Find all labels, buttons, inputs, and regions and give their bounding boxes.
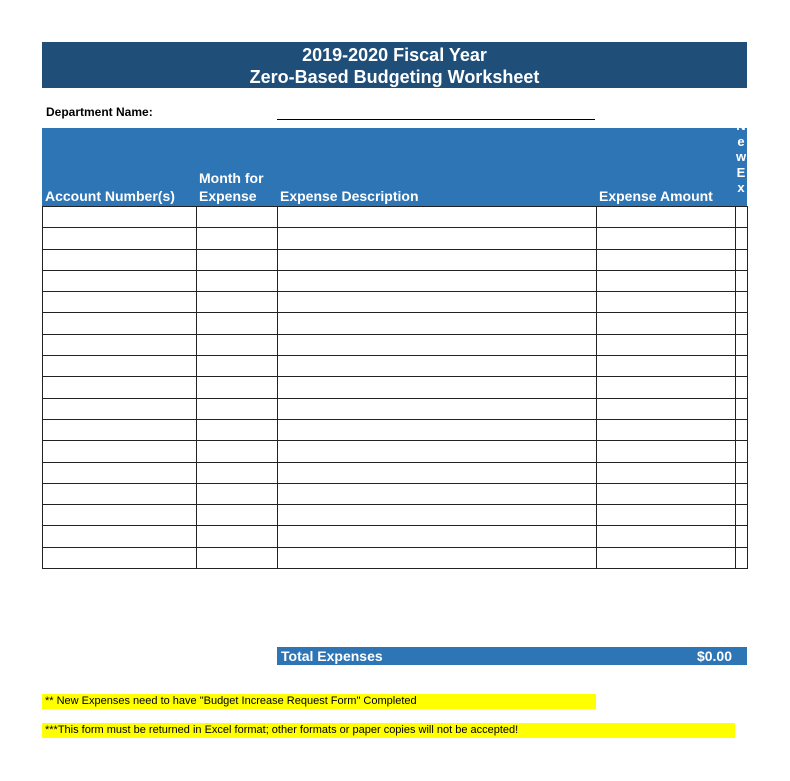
description-cell[interactable]: [278, 313, 597, 334]
month-cell[interactable]: [197, 419, 278, 440]
header-month-line1: Month for: [199, 170, 264, 186]
account-number-cell[interactable]: [43, 526, 197, 547]
account-number-cell[interactable]: [43, 441, 197, 462]
table-row: [43, 547, 748, 568]
new-expense-cell[interactable]: [736, 483, 748, 504]
account-number-cell[interactable]: [43, 207, 197, 228]
new-expense-cell[interactable]: [736, 249, 748, 270]
description-cell[interactable]: [278, 270, 597, 291]
new-expense-cell[interactable]: [736, 505, 748, 526]
description-cell[interactable]: [278, 398, 597, 419]
header-new-expense-char: x: [737, 180, 745, 195]
description-cell[interactable]: [278, 356, 597, 377]
amount-cell[interactable]: [597, 292, 736, 313]
table-row: [43, 526, 748, 547]
new-expense-cell[interactable]: [736, 207, 748, 228]
table-row: [43, 419, 748, 440]
account-number-cell[interactable]: [43, 419, 197, 440]
new-expense-cell[interactable]: [736, 419, 748, 440]
account-number-cell[interactable]: [43, 249, 197, 270]
account-number-cell[interactable]: [43, 313, 197, 334]
new-expense-cell[interactable]: [736, 398, 748, 419]
table-row: [43, 270, 748, 291]
new-expense-cell[interactable]: [736, 356, 748, 377]
new-expense-cell[interactable]: [736, 441, 748, 462]
amount-cell[interactable]: [597, 526, 736, 547]
account-number-cell[interactable]: [43, 356, 197, 377]
header-new-expense: [736, 118, 746, 204]
header-expense-description: Expense Description: [280, 188, 419, 204]
amount-cell[interactable]: [597, 505, 736, 526]
table-row: [43, 483, 748, 504]
month-cell[interactable]: [197, 207, 278, 228]
total-expenses-value: $0.00: [696, 648, 732, 664]
table-row: [43, 292, 748, 313]
title-banner: [42, 42, 747, 88]
amount-cell[interactable]: [597, 313, 736, 334]
table-header: [42, 118, 747, 206]
account-number-cell[interactable]: [43, 377, 197, 398]
table-row: [43, 441, 748, 462]
month-cell[interactable]: [197, 441, 278, 462]
description-cell[interactable]: [278, 377, 597, 398]
table-row: [43, 249, 748, 270]
new-expense-cell[interactable]: [736, 292, 748, 313]
account-number-cell[interactable]: [43, 228, 197, 249]
header-expense-amount: Expense Amount: [599, 188, 713, 204]
total-expenses-bar: [277, 647, 747, 665]
month-cell[interactable]: [197, 377, 278, 398]
table-row: [43, 505, 748, 526]
month-cell[interactable]: [197, 292, 278, 313]
amount-cell[interactable]: [597, 547, 736, 568]
table-row: [43, 313, 748, 334]
month-cell[interactable]: [197, 313, 278, 334]
amount-cell[interactable]: [597, 483, 736, 504]
table-row: [43, 398, 748, 419]
month-cell[interactable]: [197, 505, 278, 526]
new-expense-cell[interactable]: [736, 228, 748, 249]
amount-cell[interactable]: [597, 228, 736, 249]
amount-cell[interactable]: [597, 377, 736, 398]
account-number-cell[interactable]: [43, 505, 197, 526]
new-expense-cell[interactable]: [736, 313, 748, 334]
month-cell[interactable]: [197, 526, 278, 547]
account-number-cell[interactable]: [43, 270, 197, 291]
header-month-for-expense: [199, 169, 264, 205]
new-expense-cell[interactable]: [736, 526, 748, 547]
new-expense-cell[interactable]: [736, 462, 748, 483]
header-account-number: Account Number(s): [45, 188, 175, 204]
amount-cell[interactable]: [597, 398, 736, 419]
month-cell[interactable]: [197, 356, 278, 377]
account-number-cell[interactable]: [43, 292, 197, 313]
description-cell[interactable]: [278, 334, 597, 355]
description-cell[interactable]: [278, 441, 597, 462]
new-expense-cell[interactable]: [736, 334, 748, 355]
amount-cell[interactable]: [597, 356, 736, 377]
amount-cell[interactable]: [597, 270, 736, 291]
description-cell[interactable]: [278, 419, 597, 440]
month-cell[interactable]: [197, 462, 278, 483]
account-number-cell[interactable]: [43, 483, 197, 504]
header-new-expense-char: E: [736, 164, 746, 180]
amount-cell[interactable]: [597, 334, 736, 355]
title-fiscal-year: 2019-2020 Fiscal Year: [302, 45, 487, 65]
department-name-label: Department Name:: [46, 105, 153, 119]
table-row: [43, 334, 748, 355]
description-cell[interactable]: [278, 228, 597, 249]
description-cell[interactable]: [278, 207, 597, 228]
amount-cell[interactable]: [597, 441, 736, 462]
amount-cell[interactable]: [597, 207, 736, 228]
account-number-cell[interactable]: [43, 547, 197, 568]
month-cell[interactable]: [197, 249, 278, 270]
title-worksheet: Zero-Based Budgeting Worksheet: [249, 67, 540, 87]
expense-table-body: [43, 207, 748, 569]
table-row: [43, 356, 748, 377]
month-cell[interactable]: [197, 270, 278, 291]
table-row: [43, 377, 748, 398]
total-expenses-label: Total Expenses: [281, 648, 383, 664]
description-cell[interactable]: [278, 292, 597, 313]
account-number-cell[interactable]: [43, 398, 197, 419]
table-row: [43, 228, 748, 249]
new-expense-cell[interactable]: [736, 547, 748, 568]
header-new-expense-char: w: [736, 149, 746, 164]
header-new-expense-char: e: [737, 133, 745, 149]
description-cell[interactable]: [278, 249, 597, 270]
new-expense-cell[interactable]: [736, 377, 748, 398]
month-cell[interactable]: [197, 228, 278, 249]
amount-cell[interactable]: [597, 249, 736, 270]
amount-cell[interactable]: [597, 462, 736, 483]
month-cell[interactable]: [197, 398, 278, 419]
table-row: [43, 462, 748, 483]
account-number-cell[interactable]: [43, 334, 197, 355]
description-cell[interactable]: [278, 483, 597, 504]
description-cell[interactable]: [278, 505, 597, 526]
description-cell[interactable]: [278, 547, 597, 568]
month-cell[interactable]: [197, 483, 278, 504]
department-name-field[interactable]: [277, 119, 595, 120]
description-cell[interactable]: [278, 526, 597, 547]
header-month-line2: Expense: [199, 188, 257, 204]
expense-table: [42, 206, 748, 569]
month-cell[interactable]: [197, 334, 278, 355]
table-row: [43, 207, 748, 228]
description-cell[interactable]: [278, 462, 597, 483]
note-excel-format: ***This form must be returned in Excel format; other formats or paper copies will not be accepted!: [42, 723, 735, 738]
amount-cell[interactable]: [597, 419, 736, 440]
month-cell[interactable]: [197, 547, 278, 568]
header-new-expense-char: N: [736, 118, 746, 133]
new-expense-cell[interactable]: [736, 270, 748, 291]
account-number-cell[interactable]: [43, 462, 197, 483]
note-new-expenses: ** New Expenses need to have "Budget Increase Request Form" Completed: [42, 694, 596, 709]
